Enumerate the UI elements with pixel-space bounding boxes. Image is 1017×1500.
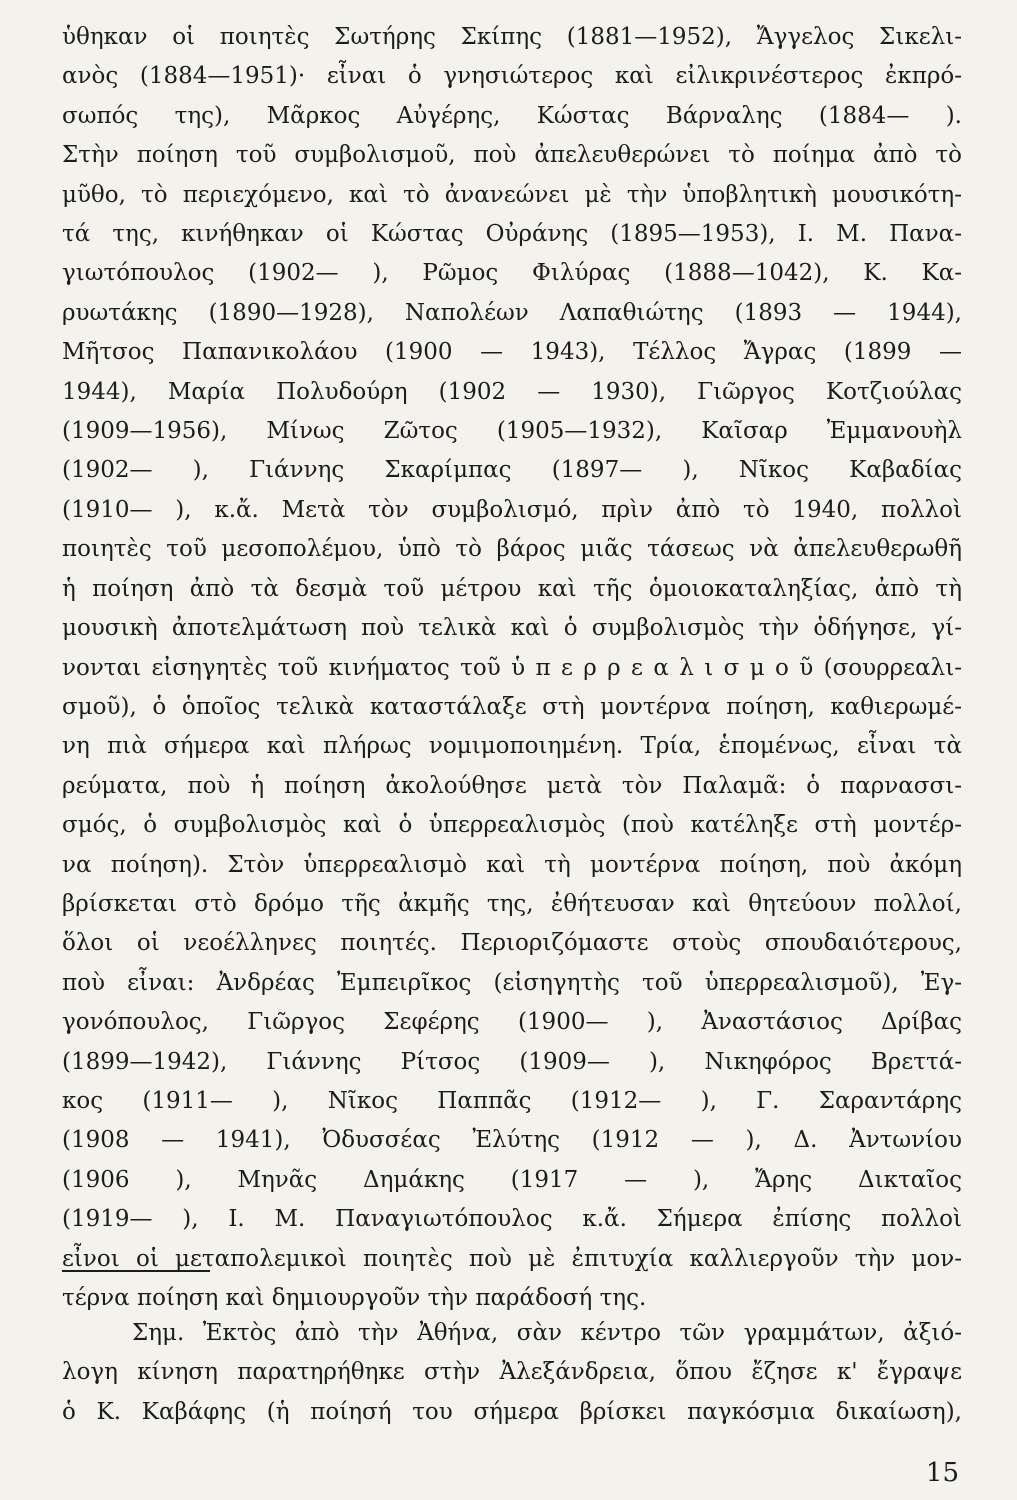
text-line: ρυωτάκης (1890—1928), Ναπολέων Λαπαθιώτης (1893 — 1944),	[62, 299, 962, 326]
footnote-line: ὁ Κ. Καβάφης (ἡ ποίησή του σήμερα βρίσκει παγκόσμια δικαίωση),	[62, 1398, 962, 1425]
text-line: ὑθηκαν οἱ ποιητὲς Σωτήρης Σκίπης (1881—1952), Ἄγγελος Σικελι-	[62, 24, 962, 50]
text-line: τά της, κινήθηκαν οἱ Κώστας Οὐράνης (1895—1953), Ι. Μ. Πανα-	[62, 221, 962, 248]
text-line: ποιητὲς τοῦ μεσοπολέμου, ὑπὸ τὸ βάρος μιᾶς τάσεως νὰ ἀπελευθερωθῆ	[62, 536, 962, 563]
text-line: ανὸς (1884—1951)· εἶναι ὁ γνησιώτερος καὶ εἰλικρινέστερος ἐκπρό-	[62, 63, 962, 90]
text-line: νονται εἰσηγητὲς τοῦ κινήματος τοῦ ὑ π ε ρ ρ ε α λ ι σ μ ο ῦ (σουρρεαλι-	[62, 654, 962, 681]
book-page	[62, 18, 962, 1478]
text-line: μῦθο, τὸ περιεχόμενο, καὶ τὸ ἀνανεώνει μὲ τὴν ὑποβλητικὴ μουσικότη-	[62, 181, 962, 208]
page-number: 15	[925, 1458, 959, 1488]
text-line: νη πιὰ σήμερα καὶ πλήρως νομιμοποιημένη. Τρία, ἑπομένως, εἶναι τὰ	[62, 733, 962, 760]
text-line: να ποίηση). Στὸν ὑπερρεαλισμὸ καὶ τὴ μοντέρνα ποίηση, ποὺ ἀκόμη	[62, 851, 962, 878]
text-line: ρεύματα, ποὺ ἡ ποίηση ἀκολούθησε μετὰ τὸν Παλαμᾶ: ὁ παρνασσι-	[62, 772, 962, 799]
text-line: ποὺ εἶναι: Ἀνδρέας Ἐμπειρῖκος (εἰσηγητὴς τοῦ ὑπερρεαλισμοῦ), Ἐγ-	[62, 969, 962, 996]
footnote-line: Σημ. Ἐκτὸς ἀπὸ τὴν Ἀθήνα, σὰν κέντρο τῶν γραμμάτων, ἀξιό-	[132, 1320, 962, 1346]
text-line: (1899—1942), Γιάννης Ρίτσος (1909— ), Νικηφόρος Βρεττά-	[62, 1048, 962, 1075]
text-line: σωπός της), Μᾶρκος Αὐγέρης, Κώστας Βάρναλης (1884— ).	[62, 102, 962, 129]
text-line: σμοῦ), ὁ ὁποῖος τελικὰ καταστάλαξε στὴ μοντέρνα ποίηση, καθιερωμέ-	[62, 693, 962, 720]
text-line: σμός, ὁ συμβολισμὸς καὶ ὁ ὑπερρεαλισμὸς (ποὺ κατέληξε στὴ μοντέρ-	[62, 812, 962, 839]
footnote-divider	[62, 1270, 210, 1272]
text-line: τέρνα ποίηση καὶ δημιουργοῦν τὴν παράδοσή της.	[62, 1285, 647, 1311]
text-line: βρίσκεται στὸ δρόμο τῆς ἀκμῆς της, ἐθήτευσαν καὶ θητεύουν πολλοί,	[62, 890, 962, 917]
text-line: μουσικὴ ἀποτελμάτωση ποὺ τελικὰ καὶ ὁ συμβολισμὸς τὴν ὁδήγησε, γί-	[62, 615, 962, 642]
text-line: (1902— ), Γιάννης Σκαρίμπας (1897— ), Νῖκος Καβαδίας	[62, 457, 962, 484]
text-line: (1906 ), Μηνᾶς Δημάκης (1917 — ), Ἄρης Δικταῖος	[62, 1166, 962, 1193]
body-paragraph	[62, 18, 962, 1318]
text-line: ὅλοι οἱ νεοέλληνες ποιητές. Περιοριζόμαστε στοὺς σπουδαιότερους,	[62, 930, 962, 957]
text-line: (1910— ), κ.ἄ. Μετὰ τὸν συμβολισμό, πρὶν ἀπὸ τὸ 1940, πολλοὶ	[62, 496, 962, 523]
footnote	[62, 1314, 962, 1432]
text-line: (1919— ), Ι. Μ. Παναγιωτόπουλος κ.ἄ. Σήμερα ἐπίσης πολλοὶ	[62, 1206, 962, 1233]
text-line: 1944), Μαρία Πολυδούρη (1902 — 1930), Γιῶργος Κοτζιούλας	[62, 378, 962, 405]
text-line: ἡ ποίηση ἀπὸ τὰ δεσμὰ τοῦ μέτρου καὶ τῆς ὁμοιοκαταληξίας, ἀπὸ τὴ	[62, 575, 962, 602]
text-line: γιωτόπουλος (1902— ), Ρῶμος Φιλύρας (1888—1042), Κ. Κα-	[62, 260, 962, 287]
text-line: (1908 — 1941), Ὀδυσσέας Ἐλύτης (1912 — ), Δ. Ἀντωνίου	[62, 1127, 962, 1154]
text-line: εἶνοι οἱ μεταπολεμικοὶ ποιητὲς ποὺ μὲ ἐπιτυχία καλλιεργοῦν τὴν μον-	[62, 1245, 962, 1272]
text-line: γονόπουλος, Γιῶργος Σεφέρης (1900— ), Ἀναστάσιος Δρίβας	[62, 1009, 962, 1036]
text-line: (1909—1956), Μίνως Ζῶτος (1905—1932), Καῖσαρ Ἐμμανουὴλ	[62, 418, 962, 445]
footnote-line: λογη κίνηση παρατηρήθηκε στὴν Ἀλεξάνδρεια, ὅπου ἔζησε κ' ἔγραψε	[62, 1359, 962, 1386]
text-line: Στὴν ποίηση τοῦ συμβολισμοῦ, ποὺ ἀπελευθερώνει τὸ ποίημα ἀπὸ τὸ	[62, 142, 962, 169]
text-line: κος (1911— ), Νῖκος Παππᾶς (1912— ), Γ. Σαραντάρης	[62, 1087, 962, 1114]
text-line: Μῆτσος Παπανικολάου (1900 — 1943), Τέλλος Ἄγρας (1899 —	[62, 339, 962, 366]
